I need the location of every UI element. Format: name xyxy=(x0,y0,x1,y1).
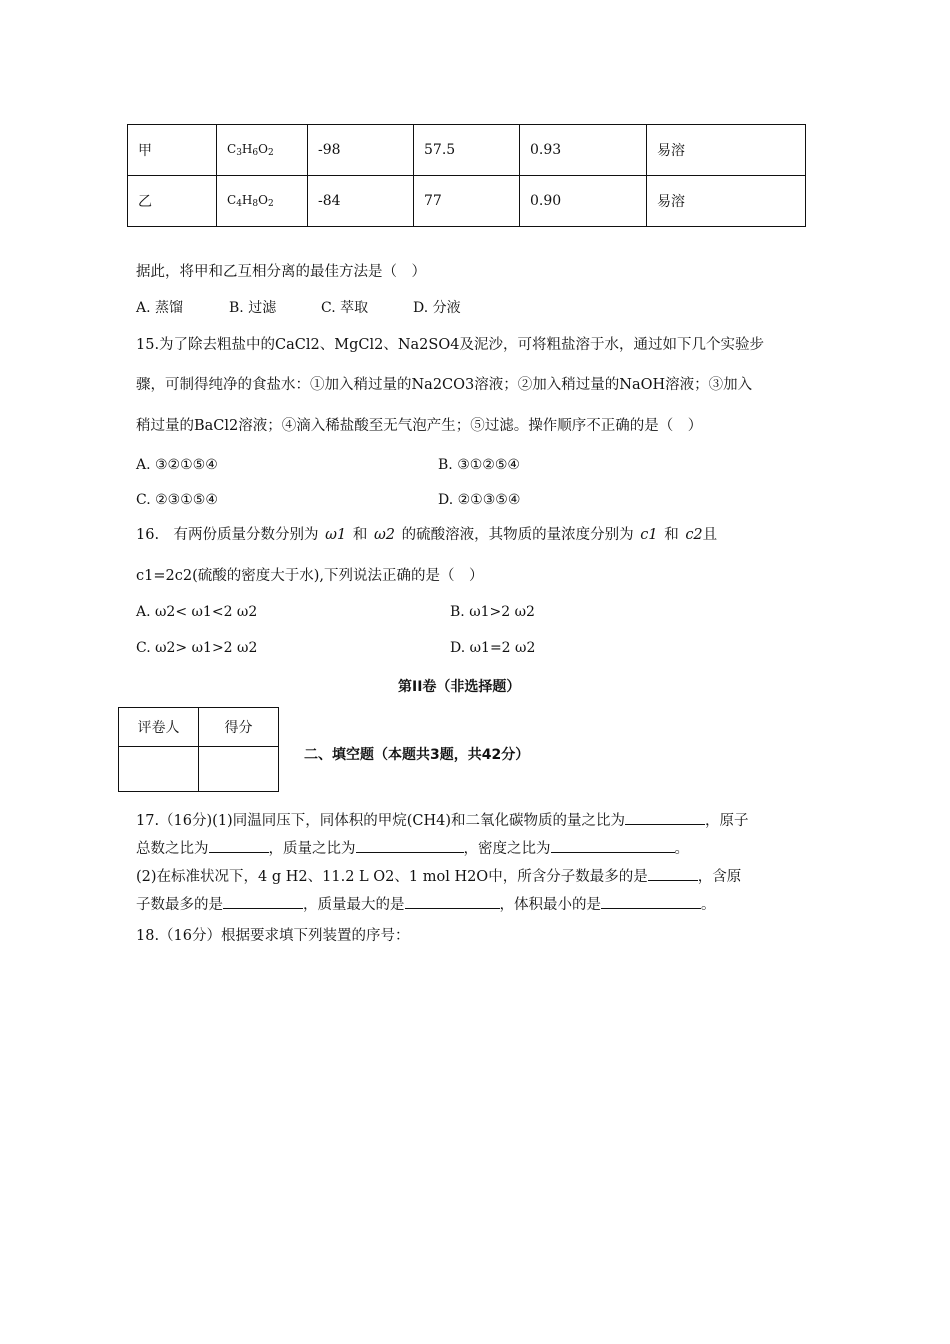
score-table xyxy=(118,707,279,792)
q16-option-c: C. ω2> ω1>2 ω2 xyxy=(136,640,258,656)
answer-blank[interactable] xyxy=(223,894,303,909)
q17-text: 17.（16分)(1)同温同压下，同体积的甲烷(CH4)和二氧化碳物质的量之比为 xyxy=(136,813,625,829)
q16-text: 和 xyxy=(664,527,679,543)
table-row xyxy=(128,176,806,227)
section-title: 第II卷（非选择题） xyxy=(398,679,521,695)
fill-in-heading: 二、填空题（本题共3题，共42分） xyxy=(304,747,530,763)
q16-text: 16. 有两份质量分数分别为 xyxy=(136,527,319,543)
q14-option-c: C. 萃取 xyxy=(321,300,369,316)
table-cell: $C_4H_8O_2$ xyxy=(217,176,308,227)
q17-text: 。 xyxy=(701,897,716,913)
q16-option-a: A. ω2< ω1<2 ω2 xyxy=(136,604,258,620)
answer-blank[interactable] xyxy=(405,894,500,909)
answer-blank[interactable] xyxy=(601,894,701,909)
table-cell: -98 xyxy=(308,125,414,176)
score-head-score: 得分 xyxy=(199,708,279,747)
q15-option-d: D. ②①③⑤④ xyxy=(438,492,521,508)
q16-c1: c1 xyxy=(640,527,658,543)
q16-option-b: B. ω1>2 ω2 xyxy=(450,604,535,620)
q17-text: ，质量之比为 xyxy=(268,841,356,857)
table-cell: 易溶 xyxy=(647,125,806,176)
score-cell-score xyxy=(199,747,279,792)
q16-text: 和 xyxy=(352,527,368,543)
q16-line-1 xyxy=(136,525,717,545)
q16-option-d: D. ω1=2 ω2 xyxy=(450,640,536,656)
q17-text: ，含原 xyxy=(697,869,742,885)
table-cell: 0.90 xyxy=(520,176,647,227)
q16-c2: c2 xyxy=(685,527,703,543)
answer-blank[interactable] xyxy=(648,866,698,881)
q17-line-1 xyxy=(136,810,748,831)
table-cell: 0.93 xyxy=(520,125,647,176)
answer-blank[interactable] xyxy=(625,810,705,825)
q17-text: ，密度之比为 xyxy=(463,841,551,857)
table-row xyxy=(119,747,279,792)
table-cell: 乙 xyxy=(128,176,217,227)
q17-line-2 xyxy=(136,838,689,859)
q16-omega2: ω2 xyxy=(373,527,396,543)
q17-text: 子数最多的是 xyxy=(136,897,223,913)
q17-line-3 xyxy=(136,866,741,887)
properties-table xyxy=(127,124,806,227)
answer-blank[interactable] xyxy=(356,838,464,853)
table-row xyxy=(119,708,279,747)
q17-text: ，原子 xyxy=(704,813,749,829)
score-head-grader: 评卷人 xyxy=(119,708,199,747)
table-cell: 甲 xyxy=(128,125,217,176)
table-cell: 57.5 xyxy=(414,125,520,176)
q15-line-2: 骤，可制得纯净的食盐水：①加入稍过量的Na2CO3溶液；②加入稍过量的NaOH溶液；③加入 xyxy=(136,377,753,393)
q15-option-a: A. ③②①⑤④ xyxy=(136,457,218,473)
q17-text: ，质量最大的是 xyxy=(303,897,405,913)
q18-text: 18.（16分）根据要求填下列装置的序号： xyxy=(136,928,410,944)
table-cell: $C_3H_6O_2$ xyxy=(217,125,308,176)
table-cell: -84 xyxy=(308,176,414,227)
q17-line-4 xyxy=(136,894,716,915)
answer-blank[interactable] xyxy=(209,838,269,853)
table-row xyxy=(128,125,806,176)
q16-text: 且 xyxy=(702,527,718,543)
table-cell: 易溶 xyxy=(647,176,806,227)
q17-text: ，体积最小的是 xyxy=(499,897,601,913)
q14-option-a: A. 蒸馏 xyxy=(136,300,184,316)
q15-option-b: B. ③①②⑤④ xyxy=(438,457,520,473)
q14-stem: 据此，将甲和乙互相分离的最佳方法是（ ） xyxy=(136,264,426,280)
q15-option-c: C. ②③①⑤④ xyxy=(136,492,218,508)
q17-text: 总数之比为 xyxy=(136,841,209,857)
q16-omega1: ω1 xyxy=(325,527,347,543)
q16-line-2: c1=2c2(硫酸的密度大于水),下列说法正确的是（ ） xyxy=(136,568,484,584)
q14-option-b: B. 过滤 xyxy=(229,300,277,316)
score-cell-grader xyxy=(119,747,199,792)
q17-text: (2)在标准状况下，4 g H2、11.2 L O2、1 mol H2O中，所含分子数最多的是 xyxy=(136,869,648,885)
q17-text: 。 xyxy=(674,841,689,857)
q14-option-d: D. 分液 xyxy=(413,300,461,316)
answer-blank[interactable] xyxy=(551,838,675,853)
q15-line-3: 稍过量的BaCl2溶液；④滴入稀盐酸至无气泡产生；⑤过滤。操作顺序不正确的是（ ） xyxy=(136,418,703,434)
q15-line-1: 15.为了除去粗盐中的CaCl2、MgCl2、Na2SO4及泥沙，可将粗盐溶于水，通过如下几个实验步 xyxy=(136,337,764,353)
table-cell: 77 xyxy=(414,176,520,227)
q16-text: 的硫酸溶液，其物质的量浓度分别为 xyxy=(401,527,634,543)
